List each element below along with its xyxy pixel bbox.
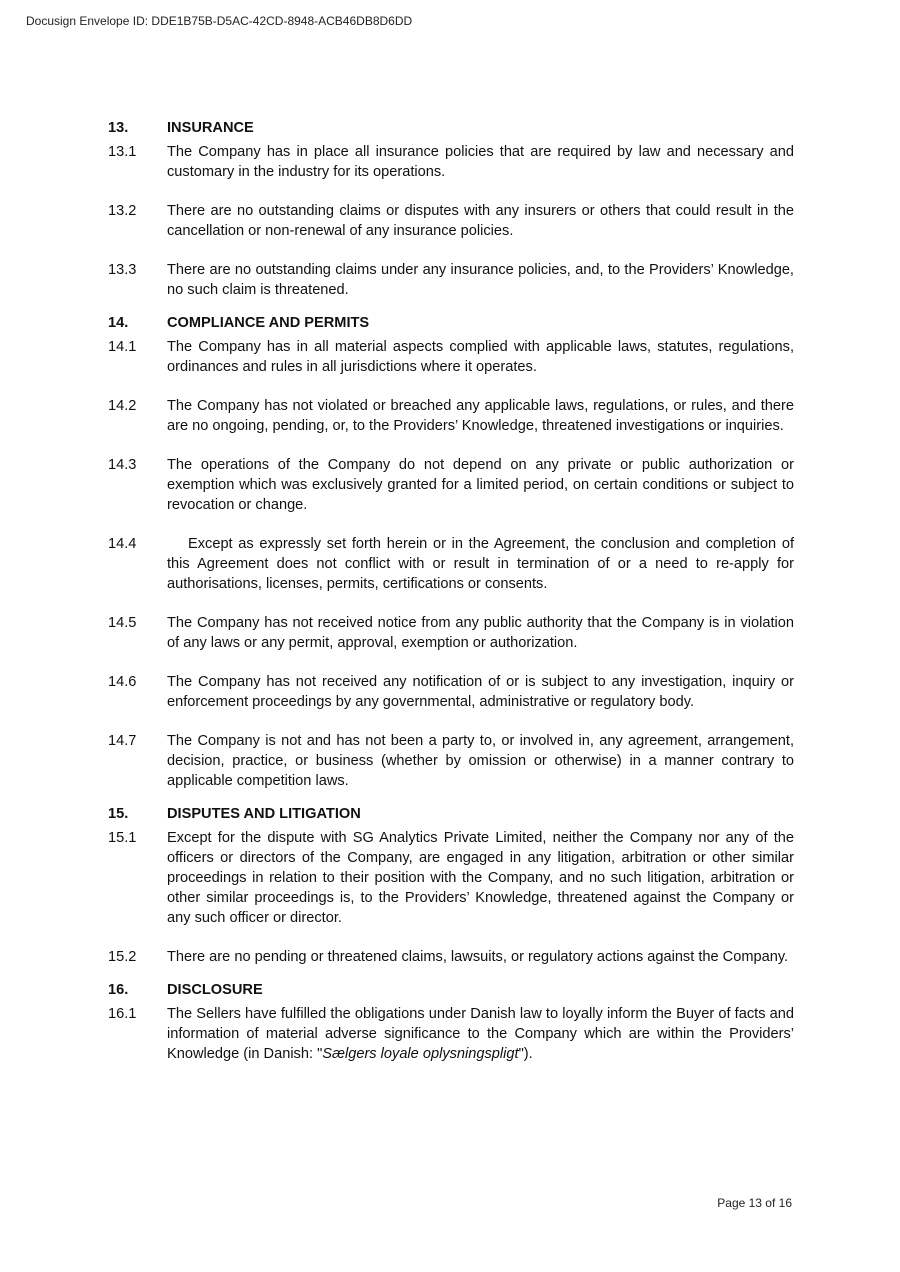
clause-text: Except for the dispute with SG Analytics Private Limited, neither the Company nor any of the officers or directors of the Company, are engaged in any litigation, arbitration or other similar proceedings in relation to their position with the Company, and no such litigation, arbitration or other similar proceedings is, to the Providers’ Knowledge, threatened against the Company or any such officer or director. bbox=[167, 830, 794, 926]
envelope-id: Docusign Envelope ID: DDE1B75B-D5AC-42CD-8948-ACB46DB8D6DD bbox=[26, 14, 413, 28]
clause-text: There are no outstanding claims or disputes with any insurers or others that could result in the cancellation or non-renewal of any insurance policies. bbox=[167, 203, 794, 239]
clause-number: 14.6 bbox=[108, 674, 137, 690]
section-number: 14. bbox=[108, 315, 129, 331]
clause bbox=[108, 396, 794, 436]
clause bbox=[108, 142, 794, 182]
clause-text-part: The Sellers have fulfilled the obligations under Danish law to loyally inform the Buyer of facts and information of material adverse significance to the Company which are within the Providers’ Knowledge (in Danish: " bbox=[167, 1006, 794, 1062]
section-number: 13. bbox=[108, 120, 129, 136]
clause-number: 13.2 bbox=[108, 203, 137, 219]
clause-number: 15.2 bbox=[108, 949, 137, 965]
clause bbox=[108, 260, 794, 300]
section-number: 16. bbox=[108, 982, 129, 998]
clause-number: 14.2 bbox=[108, 398, 137, 414]
section-title: COMPLIANCE AND PERMITS bbox=[167, 315, 370, 331]
page-number: Page 13 of 16 bbox=[717, 1196, 792, 1210]
clause-text: The Company has in all material aspects complied with applicable laws, statutes, regulations, ordinances and rules in all jurisdictions where it operates. bbox=[167, 339, 794, 375]
section-heading bbox=[108, 980, 794, 1000]
clause-text: The Company has in place all insurance policies that are required by law and necessary and customary in the industry for its operations. bbox=[167, 144, 794, 180]
clause bbox=[108, 613, 794, 653]
clause-text: The Company has not violated or breached any applicable laws, regulations, or rules, and there are no ongoing, pending, or, to the Providers’ Knowledge, threatened investigations or inquiries. bbox=[167, 398, 794, 434]
clause-number: 14.3 bbox=[108, 457, 137, 473]
clause-text: The Company is not and has not been a party to, or involved in, any agreement, arrangement, decision, practice, or business (whether by omission or otherwise) in a manner contrary to applicable competition laws. bbox=[167, 733, 794, 789]
clause-number: 15.1 bbox=[108, 830, 137, 846]
clause-number: 16.1 bbox=[108, 1006, 137, 1022]
danish-term: Sælgers loyale oplysningspligt bbox=[322, 1046, 519, 1062]
clause-number: 13.3 bbox=[108, 262, 137, 278]
clause bbox=[108, 828, 794, 928]
clause bbox=[108, 201, 794, 241]
clause-text bbox=[167, 1004, 794, 1064]
clause bbox=[108, 731, 794, 791]
clause-text: There are no outstanding claims under any insurance policies, and, to the Providers’ Knowledge, no such claim is threatened. bbox=[167, 262, 794, 298]
clause-number: 14.4 bbox=[108, 536, 137, 552]
section-title: DISCLOSURE bbox=[167, 982, 263, 998]
clause-number: 14.1 bbox=[108, 339, 137, 355]
clause-text: The Company has not received any notification of or is subject to any investigation, inquiry or enforcement proceedings by any governmental, administrative or regulatory body. bbox=[167, 674, 794, 710]
clause bbox=[108, 337, 794, 377]
clause-number: 14.7 bbox=[108, 733, 137, 749]
clause-text-part: "). bbox=[518, 1046, 533, 1062]
clause-text: The Company has not received notice from any public authority that the Company is in violation of any laws or any permit, approval, exemption or authorization. bbox=[167, 615, 794, 651]
section-heading bbox=[108, 313, 794, 333]
clause bbox=[108, 947, 794, 967]
section-number: 15. bbox=[108, 806, 129, 822]
clause-text: The operations of the Company do not depend on any private or public authorization or exemption which was exclusively granted for a limited period, on certain conditions or subject to revocation or change. bbox=[167, 457, 794, 513]
section-heading bbox=[108, 804, 794, 824]
document-body bbox=[108, 118, 794, 1064]
clause-number: 14.5 bbox=[108, 615, 137, 631]
clause-text: Except as expressly set forth herein or in the Agreement, the conclusion and completion of this Agreement does not conflict with or result in termination of or a need to re-apply for authorisations, licenses, permits, certifications or consents. bbox=[167, 536, 794, 592]
clause-text: There are no pending or threatened claims, lawsuits, or regulatory actions against the Company. bbox=[167, 949, 789, 965]
section-title: INSURANCE bbox=[167, 120, 254, 136]
clause bbox=[108, 534, 794, 594]
clause-number: 13.1 bbox=[108, 144, 137, 160]
section-heading bbox=[108, 118, 794, 138]
section-title: DISPUTES AND LITIGATION bbox=[167, 806, 361, 822]
clause bbox=[108, 1004, 794, 1064]
clause bbox=[108, 672, 794, 712]
clause bbox=[108, 455, 794, 515]
